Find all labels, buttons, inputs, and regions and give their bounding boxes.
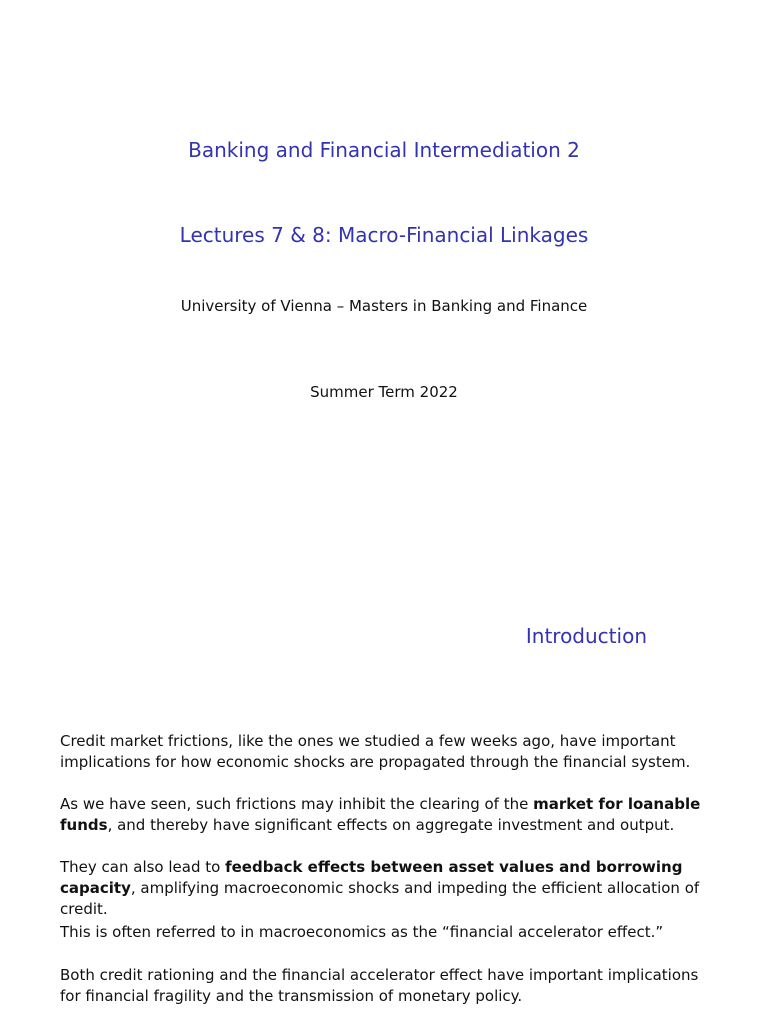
- section-title: Introduction: [525, 624, 647, 648]
- paragraph-text: , and thereby have significant effects on aggregate investment and output.: [107, 816, 675, 834]
- lecture-title: Lectures 7 & 8: Macro-Financial Linkages: [179, 223, 589, 247]
- institution-line: University of Vienna – Masters in Banking and Finance: [180, 297, 588, 315]
- paragraph-feedback-effects: [60, 857, 720, 920]
- paragraph-implications: Both credit rationing and the financial accelerator effect have important implications for financial fragility and the transmission of monetary policy.: [60, 966, 699, 1005]
- paragraph-text: They can also lead to: [60, 858, 226, 876]
- emphasis-text: market for loanable funds: [60, 795, 701, 834]
- paragraph-credit-frictions: Credit market frictions, like the ones we studied a few weeks ago, have important implications for how economic shocks are propagated through the financial system.: [60, 732, 691, 771]
- paragraph-financial-accelerator: This is often referred to in macroeconomics as the “financial accelerator effect.”: [60, 923, 664, 941]
- paragraph-loanable-funds: [60, 794, 720, 836]
- paragraph-text: As we have seen, such frictions may inhibit the clearing of the: [60, 795, 534, 813]
- course-title: Banking and Financial Intermediation 2: [188, 138, 580, 162]
- paragraph-text: , amplifying macroeconomic shocks and impeding the efficient allocation of credit.: [60, 879, 700, 918]
- emphasis-text: feedback effects between asset values and borrowing capacity: [60, 858, 683, 897]
- term-line: Summer Term 2022: [310, 383, 458, 401]
